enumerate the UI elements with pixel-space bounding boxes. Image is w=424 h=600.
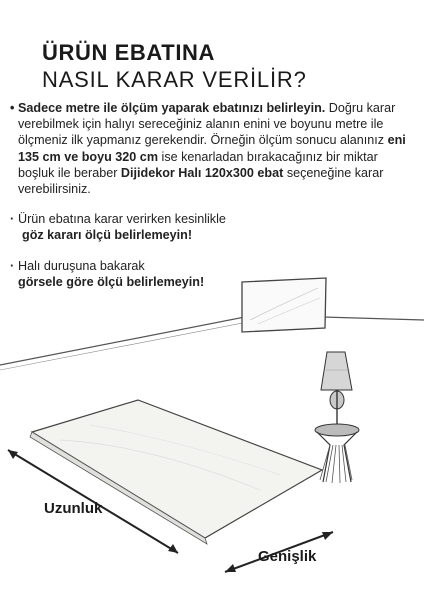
title-line-2: NASIL KARAR VERİLİR? bbox=[42, 67, 307, 92]
length-label: Uzunluk bbox=[44, 500, 103, 517]
bullet-marker: · bbox=[10, 258, 15, 273]
table-lamp-icon bbox=[315, 352, 359, 483]
bullet-text-1c: eni 135 cm ve boyu 320 cm bbox=[18, 133, 406, 164]
bullet-text-2b: göz kararı ölçü belirlemeyin! bbox=[22, 228, 193, 243]
width-label: Genişlik bbox=[258, 548, 317, 565]
title-line-1: ÜRÜN EBATINA bbox=[42, 40, 216, 65]
rug-illustration bbox=[30, 400, 322, 544]
bullet-marker: • bbox=[10, 101, 15, 115]
bullet-text-1b: Doğru karar verebilmek için halıyı sereceğiniz alanın enini ve boyunu metre ile ölçmeniz ilk yapmanız gerekendir. Örneğin ölçüm sonucu alanınız bbox=[18, 101, 396, 148]
baseboard-line bbox=[0, 320, 258, 370]
bullet-text-1a: Sadece metre ile ölçüm yaparak ebatınızı belirleyin. bbox=[18, 101, 326, 115]
bullet-measure bbox=[10, 100, 415, 197]
bullet-marker: · bbox=[10, 212, 15, 227]
title-block bbox=[42, 40, 307, 94]
bullet-text-1f: seçeneğine karar verebilirsiniz. bbox=[18, 165, 384, 197]
bullet-text-3a: Halı duruşuna bakarak bbox=[18, 258, 145, 273]
wall-frame-icon bbox=[242, 278, 326, 332]
bullet-text-1e: Dijidekor Halı 120x300 ebat bbox=[120, 165, 284, 180]
bullet-no-eyeball bbox=[10, 211, 415, 243]
bullet-text-1d: ise kenarladan bırakacağınız bir miktar boşluk ile beraber bbox=[18, 149, 378, 180]
room-illustration bbox=[0, 270, 424, 600]
bullet-text-3b: görsele göre ölçü belirlemeyin! bbox=[18, 274, 205, 289]
bullet-text-2a: Ürün ebatına karar verirken kesinlikle bbox=[18, 212, 226, 227]
